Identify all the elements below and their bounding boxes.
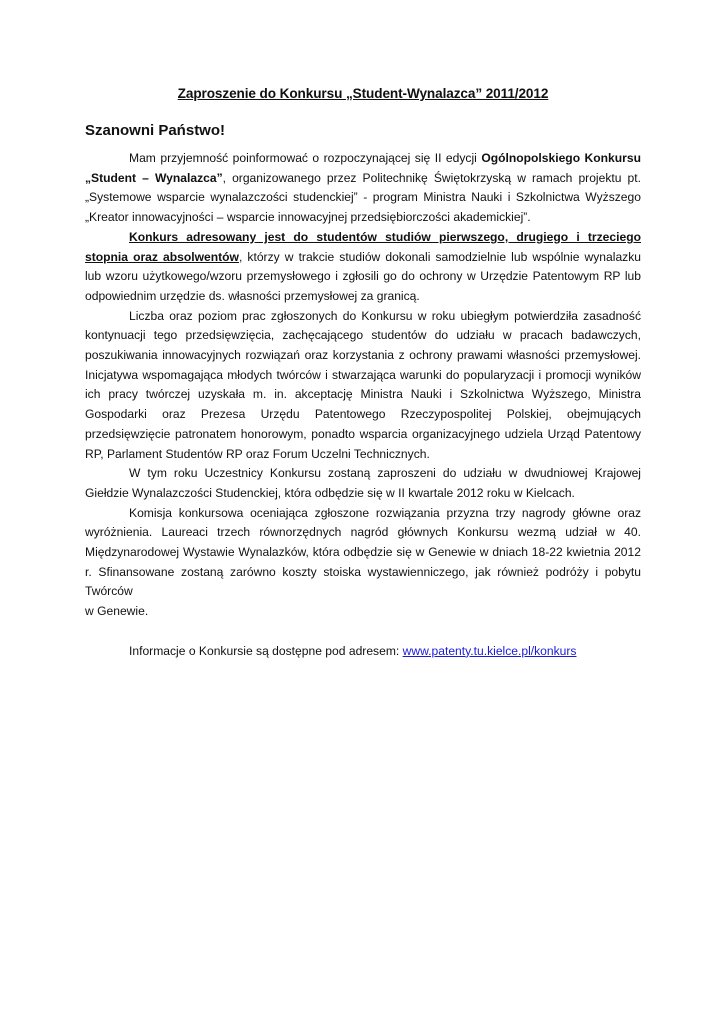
paragraph-awards: Komisja konkursowa oceniająca zgłoszone rozwiązania przyzna trzy nagrody główne oraz wyróżnienia. Laureaci trzech równorzędnych nagród głównych Konkursu wezmą udział w 40. Międzynarodowej Wystawie Wynalazków, która odbędzie się w Genewie w dniach 18-22 kwietnia 2012 r. Sfinansowane zostaną zarówno koszty stoiska wystawienniczego, jak również podróży i pobytu Twórców xyxy=(85,505,641,599)
greeting: Szanowni Państwo! xyxy=(85,122,226,139)
paragraph-background: Liczba oraz poziom prac zgłoszonych do Konkursu w roku ubiegłym potwierdziła zasadność kontynuacji tego przedsięwzięcia, zachęcającego studentów do udziału w pracach badawczych, poszukiwania innowacyjnych rozwiązań oraz korzystania z ochrony prawami własności przemysłowej. Inicjatywa wspomagająca młodych twórców i stwarzająca warunki do popularyzacji i promocji wyników ich pracy twórczej uzyskała m. in. akceptację Ministra Nauki i Szkolnictwa Wyższego, Ministra Gospodarki oraz Prezesa Urzędu Patentowego Rzeczypospolitej Polskiej, obejmujących przedsięwzięcie patronatem honorowym, ponadto wsparcia organizacyjnego udziela Urząd Patentowy RP, Parlament Studentów RP oraz Forum Uczelni Technicznych. xyxy=(85,308,641,461)
eligibility-highlight: Konkurs adresowany jest do studentów studiów pierwszego, drugiego i trzeciego stopnia oraz absolwentów xyxy=(85,229,641,264)
document-title: Zaproszenie do Konkursu „Student-Wynalazca” 2011/2012 xyxy=(177,86,549,101)
eligibility-rest: , którzy w trakcie studiów dokonali samodzielnie lub wspólnie wynalazku lub wzoru użytkowego/wzoru przemysłowego i zgłosili go do ochrony w Urzędzie Patentowym RP lub odpowiednim urzędzie ds. własności przemysłowej za granicą. xyxy=(85,249,641,303)
paragraph-intro-start: Mam przyjemność poinformować o rozpoczynającej się II edycji xyxy=(129,151,482,165)
contest-name: Ogólnopolskiego Konkursu „Student – Wynalazca” xyxy=(85,151,641,185)
paragraph-intro-rest: , organizowanego przez Politechnikę Świętokrzyską w ramach projektu pt. „Systemowe wsparcie wynalazczości studenckiej” - program Ministra Nauki i Szkolnictwa Wyższego „Kreator innowacyjności – wsparcie innowacyjnej przedsiębiorczości akademickiej”. xyxy=(85,170,641,225)
info-text: Informacje o Konkursie są dostępne pod adresem: xyxy=(129,643,403,658)
document-page xyxy=(85,86,641,661)
document-body xyxy=(85,149,641,661)
paragraph-awards-tail: w Genewie. xyxy=(85,604,149,619)
paragraph-info xyxy=(85,642,641,662)
paragraph-eligibility xyxy=(85,228,641,307)
paragraph-intro xyxy=(85,149,641,228)
contest-website-link[interactable]: www.patenty.tu.kielce.pl/konkurs xyxy=(402,643,577,658)
paragraph-fair: W tym roku Uczestnicy Konkursu zostaną zaproszeni do udziału w dwudniowej Krajowej Giełdzie Wynalazczości Studenckiej, która odbędzie się w II kwartale 2012 roku w Kielcach. xyxy=(85,466,641,500)
spacer xyxy=(85,622,641,642)
